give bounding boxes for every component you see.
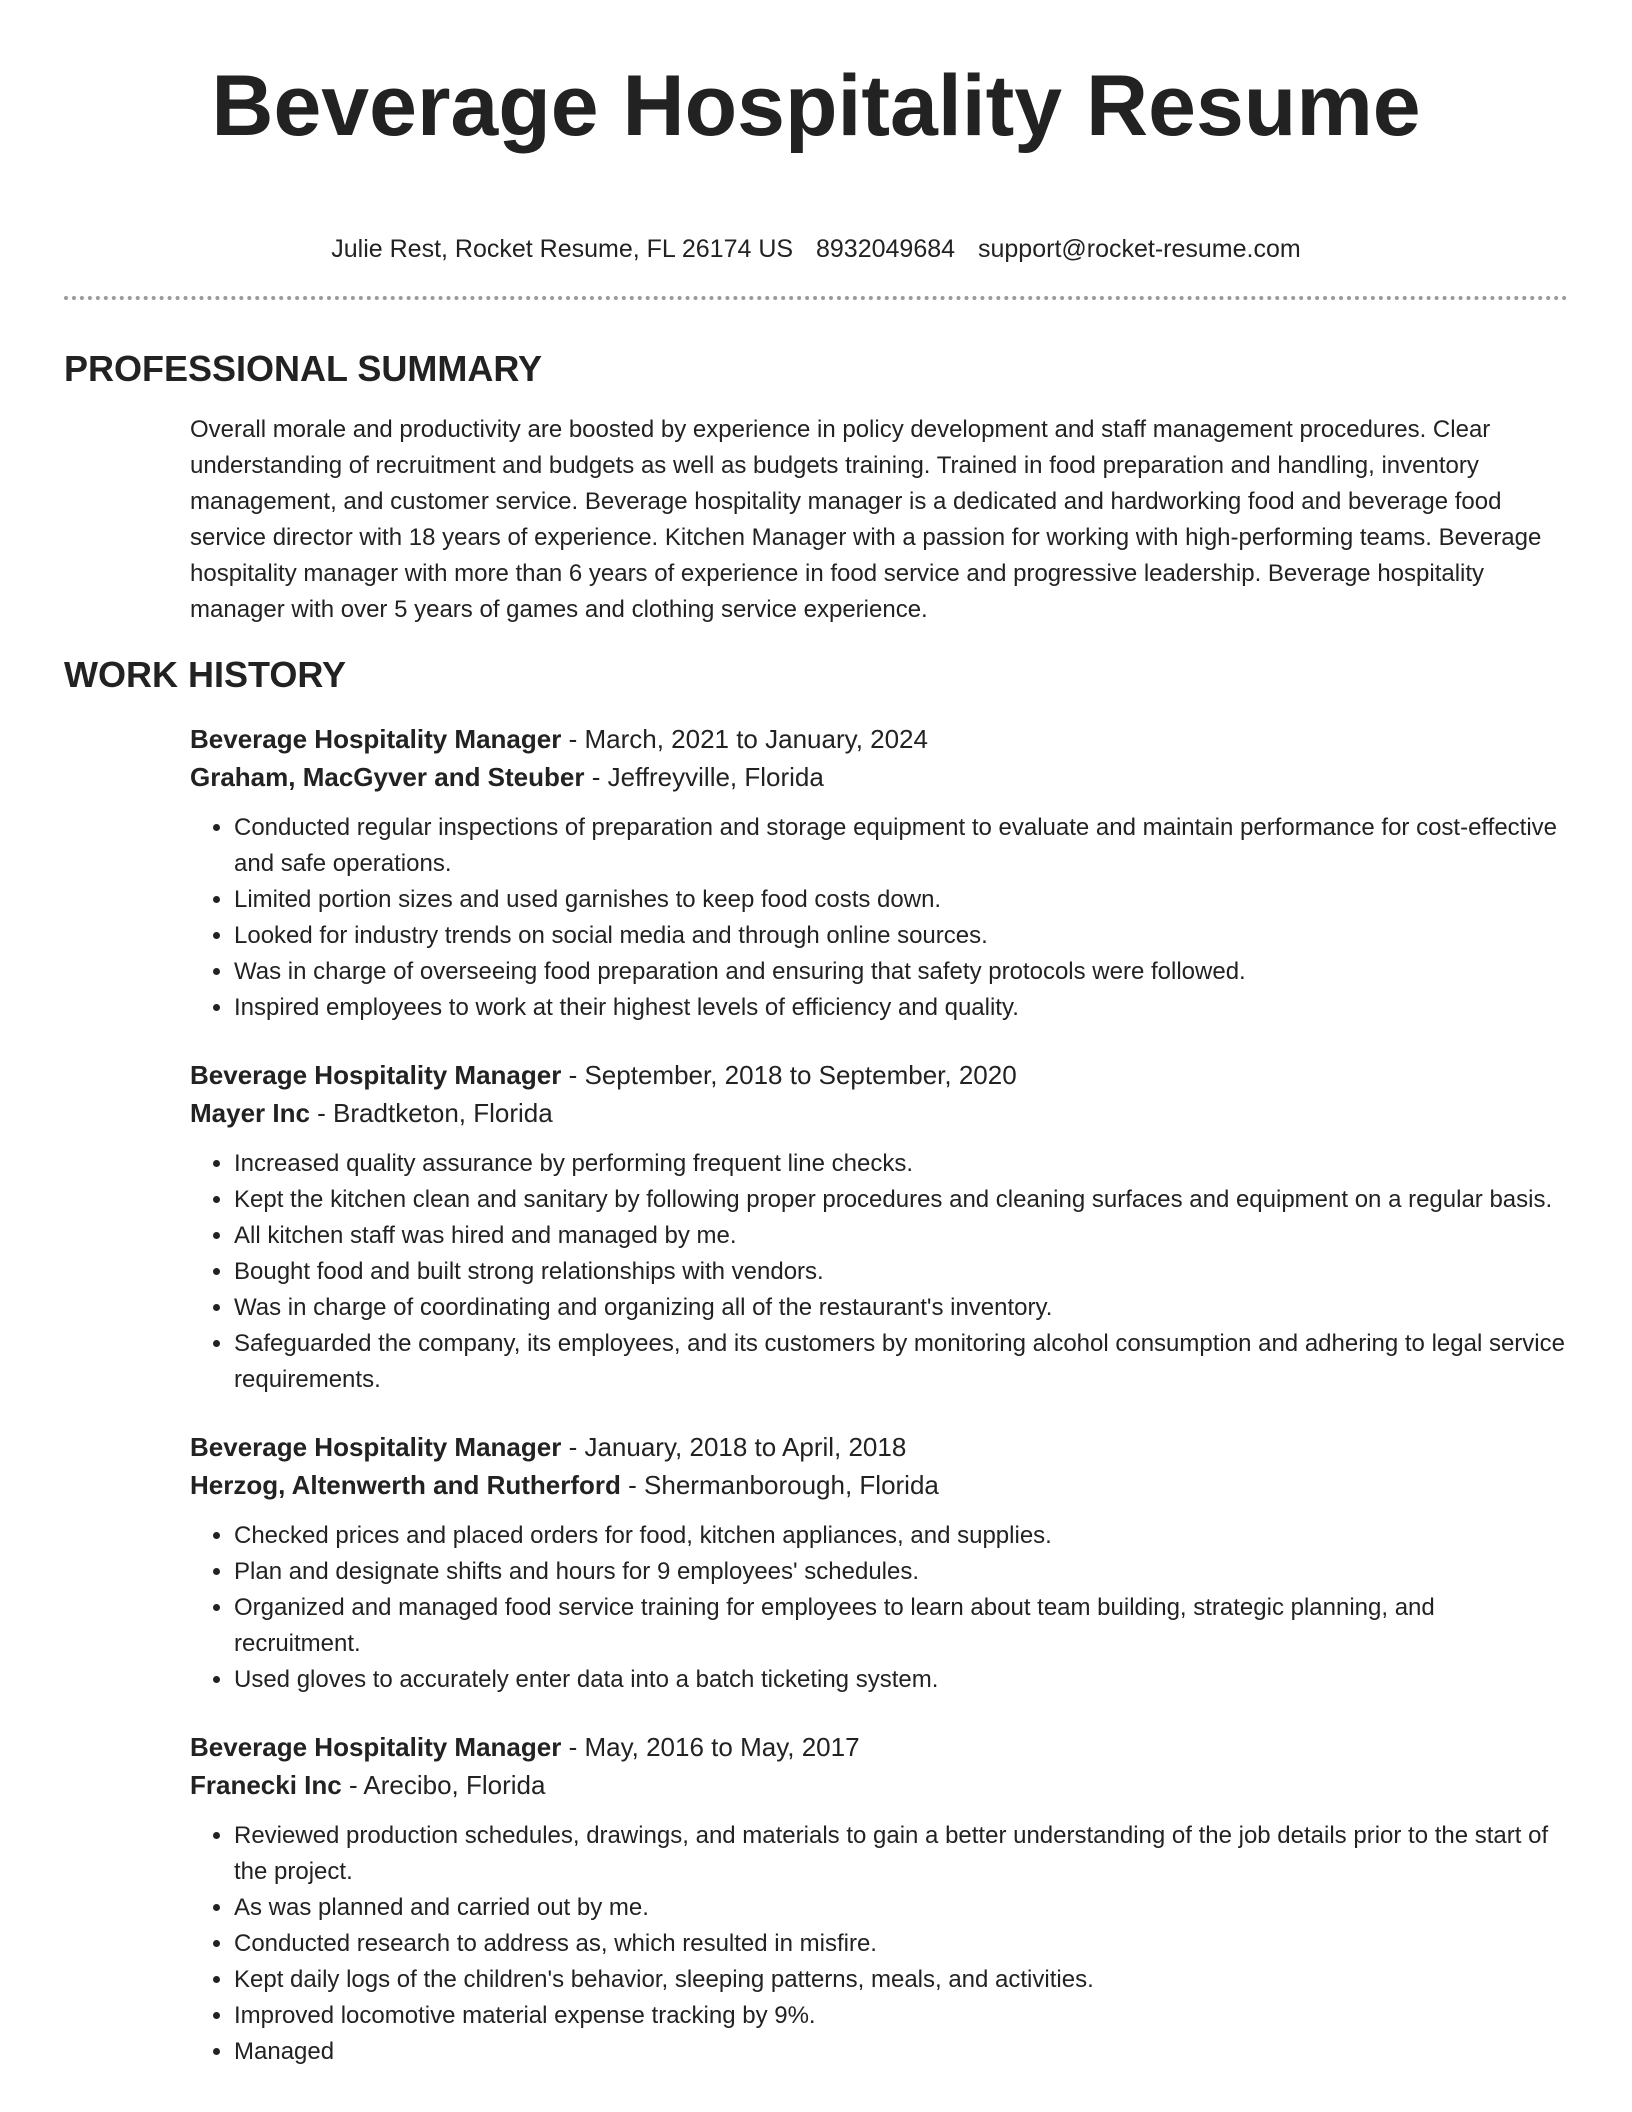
job-bullet: • Safeguarded the company, its employees, and its customers by monitoring alcohol consumption and adhering to legal service requirements. [234, 1326, 1568, 1398]
job-bullet: • As was planned and carried out by me. [234, 1890, 1568, 1926]
job-bullet: • Managed [234, 2034, 1568, 2070]
work-history-list [190, 720, 1568, 2070]
job-bullets [190, 1818, 1568, 2070]
job-bullet: • Was in charge of overseeing food preparation and ensuring that safety protocols were followed. [234, 954, 1568, 990]
job-bullet: • Improved locomotive material expense tracking by 9%. [234, 1998, 1568, 2034]
work-history-heading: WORK HISTORY [64, 654, 347, 695]
job-location: - Bradtketon, Florida [309, 1098, 553, 1128]
job-bullets [190, 810, 1568, 1026]
job-bullet: • Plan and designate shifts and hours for 9 employees' schedules. [234, 1554, 1568, 1590]
job-dates: - March, 2021 to January, 2024 [561, 724, 928, 754]
job-entry [190, 1056, 1568, 1398]
contact-line [64, 232, 1568, 266]
job-bullet: • Kept the kitchen clean and sanitary by following proper procedures and cleaning surfaces and equipment on a regular basis. [234, 1182, 1568, 1218]
job-company-line [190, 758, 1568, 796]
summary-heading: PROFESSIONAL SUMMARY [64, 348, 543, 389]
job-bullet: • Conducted research to address as, which resulted in misfire. [234, 1926, 1568, 1962]
job-entry [190, 720, 1568, 1026]
contact-phone: 8932049684 [816, 235, 956, 263]
job-role-line [190, 1428, 1568, 1466]
job-role-line [190, 1056, 1568, 1094]
job-location: - Arecibo, Florida [341, 1770, 546, 1800]
job-role: Beverage Hospitality Manager [190, 1432, 562, 1462]
job-bullet: • Bought food and built strong relationships with vendors. [234, 1254, 1568, 1290]
job-location: - Jeffreyville, Florida [584, 762, 824, 792]
job-bullet: • Organized and managed food service training for employees to learn about team building, strategic planning, and recruitment. [234, 1590, 1568, 1662]
summary-text: Overall morale and productivity are boosted by experience in policy development and staff management procedures. Clear understanding of recruitment and budgets as well as budgets training. Trained in food preparation and handling, inventory management, and customer service. Beverage hospitality manager is a dedicated and hardworking food and beverage food service director with 18 years of experience. Kitchen Manager with a passion for working with high-performing teams. Beverage hospitality manager with more than 6 years of experience in food service and progressive leadership. Beverage hospitality manager with over 5 years of games and clothing service experience. [190, 416, 1542, 623]
job-bullet: • Used gloves to accurately enter data into a batch ticketing system. [234, 1662, 1568, 1698]
job-company: Mayer Inc [190, 1098, 310, 1128]
contact-email: support@rocket-resume.com [978, 235, 1301, 263]
job-role-line [190, 1728, 1568, 1766]
job-role: Beverage Hospitality Manager [190, 1732, 562, 1762]
job-company: Herzog, Altenwerth and Rutherford [190, 1470, 621, 1500]
job-bullet: • Checked prices and placed orders for food, kitchen appliances, and supplies. [234, 1518, 1568, 1554]
job-role-line [190, 720, 1568, 758]
job-company-line [190, 1766, 1568, 1804]
job-bullet: • All kitchen staff was hired and managed by me. [234, 1218, 1568, 1254]
job-role: Beverage Hospitality Manager [190, 1060, 562, 1090]
job-company: Franecki Inc [190, 1770, 342, 1800]
job-bullets [190, 1518, 1568, 1698]
job-entry [190, 1728, 1568, 2070]
header-divider [64, 296, 1568, 300]
job-company-line [190, 1094, 1568, 1132]
job-bullet: • Reviewed production schedules, drawings, and materials to gain a better understanding of the job details prior to the start of the project. [234, 1818, 1568, 1890]
job-bullets [190, 1146, 1568, 1398]
resume-title: Beverage Hospitality Resume [211, 58, 1421, 154]
job-entry [190, 1428, 1568, 1698]
job-role: Beverage Hospitality Manager [190, 724, 562, 754]
job-bullet: • Limited portion sizes and used garnishes to keep food costs down. [234, 882, 1568, 918]
job-location: - Shermanborough, Florida [620, 1470, 939, 1500]
job-bullet: • Was in charge of coordinating and organizing all of the restaurant's inventory. [234, 1290, 1568, 1326]
contact-address: Julie Rest, Rocket Resume, FL 26174 US [331, 235, 794, 263]
job-bullet: • Inspired employees to work at their highest levels of efficiency and quality. [234, 990, 1568, 1026]
job-company: Graham, MacGyver and Steuber [190, 762, 585, 792]
job-bullet: • Kept daily logs of the children's behavior, sleeping patterns, meals, and activities. [234, 1962, 1568, 1998]
job-bullet: • Increased quality assurance by performing frequent line checks. [234, 1146, 1568, 1182]
job-dates: - May, 2016 to May, 2017 [561, 1732, 860, 1762]
job-dates: - January, 2018 to April, 2018 [561, 1432, 907, 1462]
job-bullet: • Conducted regular inspections of preparation and storage equipment to evaluate and maintain performance for cost-effective and safe operations. [234, 810, 1568, 882]
job-company-line [190, 1466, 1568, 1504]
job-bullet: • Looked for industry trends on social media and through online sources. [234, 918, 1568, 954]
job-dates: - September, 2018 to September, 2020 [561, 1060, 1017, 1090]
